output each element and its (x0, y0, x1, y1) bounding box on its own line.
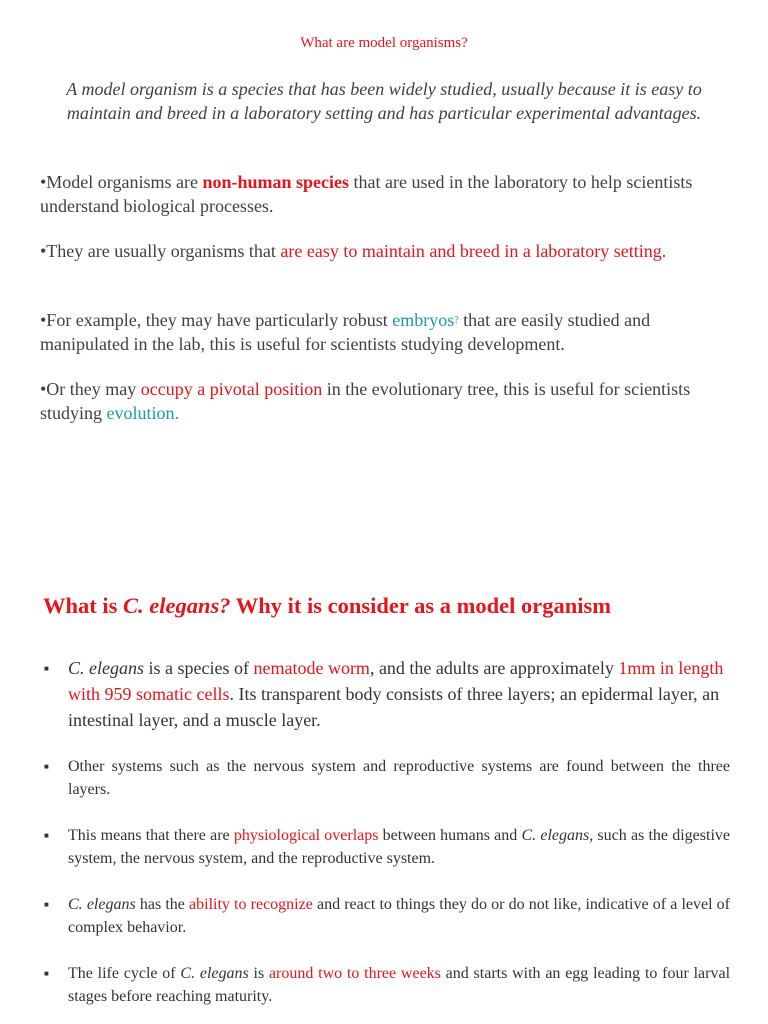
footnote-mark: ? (454, 315, 459, 326)
square-bullet-icon: ■ (44, 969, 49, 978)
section-title: What are model organisms? (300, 35, 468, 51)
section-title-c-elegans: What is C. elegans? Why it is consider as a model organism (43, 593, 611, 618)
highlight-pivotal-position: occupy a pivotal position (140, 379, 323, 399)
link-embryos[interactable]: embryos (392, 310, 455, 330)
bullet-item: ■ Other systems such as the nervous system and reproductive systems are found between the three layers. (44, 758, 730, 798)
bullet-item: ■ C. elegans has the ability to recognize and react to things they do or do not like, indicative of a level of complex behavior. (44, 896, 731, 936)
square-bullet-icon: ■ (44, 664, 49, 673)
definition-paragraph: A model organism is a species that has been widely studied, usually because it is easy to maintain and breed in a laboratory setting and has particular experimental advantages. (66, 79, 702, 123)
highlight-non-human-species: non-human species (202, 172, 349, 192)
paragraph-non-human: •Model organisms are non-human species that are used in the laboratory to help scientists understand biological processes. (40, 172, 693, 216)
paragraph-embryos: •For example, they may have particularly robust embryos? that are easily studied and manipulated in the lab, this is useful for scientists studying development. (40, 310, 651, 354)
bullet-item: ■ This means that there are physiological overlaps between humans and C. elegans, such as the digestive system, the nervous system, and the reproductive system. (44, 827, 730, 867)
square-bullet-icon: ■ (44, 831, 49, 840)
bullet-item: ■ The life cycle of C. elegans is around two to three weeks and starts with an egg leading to four larval stages before reaching maturity. (44, 965, 731, 1005)
paragraph-easy-maintain: •They are usually organisms that are easy to maintain and breed in a laboratory setting. (40, 241, 667, 261)
square-bullet-icon: ■ (44, 900, 49, 909)
bullet-item: ■ C. elegans is a species of nematode worm, and the adults are approximately 1mm in length with 959 somatic cells. Its transparent body consists of three layers; an epidermal layer, an intestinal layer, and a muscle layer. (44, 658, 724, 730)
highlight-easy-maintain: are easy to maintain and breed in a laboratory setting. (280, 241, 667, 261)
square-bullet-icon: ■ (44, 762, 49, 771)
paragraph-evolution: •Or they may occupy a pivotal position in the evolutionary tree, this is useful for scientists studying evolution. (40, 379, 691, 423)
link-evolution[interactable]: evolution. (106, 402, 180, 423)
